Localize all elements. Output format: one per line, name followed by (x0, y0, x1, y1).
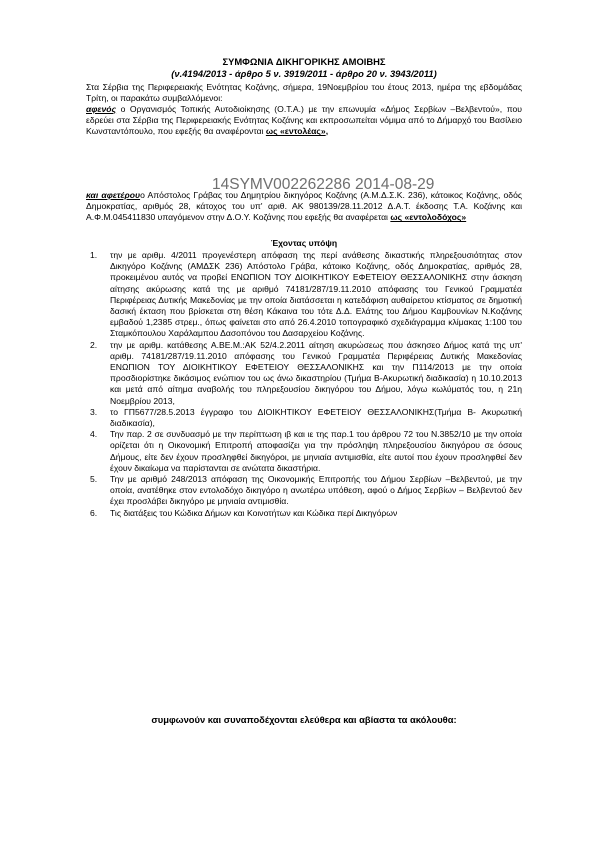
list-item-number: 3. (90, 406, 98, 417)
closing-statement: συμφωνούν και συναποδέχονται ελεύθερα και αβίαστα τα ακόλουθα: (151, 714, 457, 725)
list-item-text: το ΓΠ5677/28.5.2013 έγγραφο του ΔΙΟΙΚΗΤΙΚΟΥ ΕΦΕΤΕΙΟΥ ΘΕΣΣΑΛΟΝΙΚΗΣ(Τμήμα Β- Ακυρωτική διαδικασία), (110, 406, 522, 429)
list-item-text: Την παρ. 2 σε συνδυασμό με την περίπτωση ιβ και ιε της παρ.1 του άρθρου 72 του Ν.3852/10 με την οποία ορίζεται ότι η Οικονομική Επιτροπή αποφασίζει για την πρόσληψη πληρεξουσίου δικηγόρου σε όσους Δήμους, είτε δεν έχουν προσληφθεί δικηγόροι, με μηνιαία αντιμισθία, είτε αυτοί που έχουν προσληφθεί δεν έχουν δικαίωμα να παρίστανται σε ανώτατα δικαστήρια. (110, 429, 522, 473)
list-item-number: 4. (90, 429, 98, 440)
considering-heading: Έχοντας υπόψη (270, 238, 338, 248)
party-1-lead: αφενός (86, 104, 117, 114)
party-2-paragraph (86, 190, 522, 224)
list-item (86, 250, 522, 340)
considerations-list (86, 250, 522, 519)
party-2-role: ως «εντολοδόχος» (390, 212, 467, 223)
list-item (86, 474, 522, 508)
list-item-number: 5. (90, 474, 98, 485)
intro-paragraph: Στα Σέρβια της Περιφερειακής Ενότητας Κοζάνης, σήμερα, 19Νοεμβρίου του έτους 2013, ημέρα της εβδομάδας Τρίτη, οι παρακάτω συμβαλλόμενοι: (86, 82, 522, 104)
list-item-text: Τις διατάξεις του Κώδικα Δήμων και Κοινοτήτων και Κώδικα περί Δικηγόρων (110, 507, 398, 518)
party-1-end: , (325, 126, 329, 137)
party-2-text: ο Απόστολος Γράβας του Δημητρίου δικηγόρος Κοζάνης (Α.Μ.Δ.Σ.Κ. 236), κάτοικος Κοζάνης, οδός Δημοκρατίας, αριθμός 28, κάτοχος του υπ' αριθ. ΑΚ 980139/28.11.2012 Δ.Α.Τ. έκδοσης Τ.Α. Κοζάνης και Α.Φ.Μ.045411830 υπαγόμενον στην Δ.Ο.Υ. Κοζάνης που εφεξής θα αναφέρεται (86, 190, 522, 223)
party-1-paragraph (86, 104, 522, 138)
list-item-text: την με αριθμ. 4/2011 προγενέστερη απόφαση της περί ανάθεσης δικαστικής πληρεξουσιότητας στον Δικηγόρο Κοζάνης (ΑΜΔΣΚ 236) Απόστολο Γράβα, κάτοικο Κοζάνης, οδός Δημοκρατίας, αριθμός 28, προκειμένου αυτός να προβεί ΕΝΩΠΙΟΝ ΤΟΥ ΔΙΟΙΚΗΤΙΚΟΥ ΕΦΕΤΕΙΟΥ ΘΕΣΣΑΛΟΝΙΚΗΣ στην άσκηση αίτησης ακύρωσης κατά της με αριθμό 74181/287/19.11.2010 απόφασης του Γενικού Γραμματέα Περιφέρειας Δυτικής Μακεδονίας με την οποία διατάσσεται η κατεδάφιση αυθαίρετου κτίσματος σε δημοτική δασική έκταση που βρίσκεται στη θέση Κάκαινα του τότε Δ.Δ. Ελάτης του Δήμου Καμβουνίων Ν.Κοζάνης εμβαδού 1,2385 στρεμ., όπως φαίνεται στο από 26.4.2010 τοπογραφικό σχεδιάγραμμα κλίμακας 1:100 του Σταμκόπουλου Χαράλαμπου Δασοπόνου του Δασαρχείου Κοζάνης. (110, 250, 522, 339)
list-item (86, 340, 522, 407)
list-item-text: Την με αριθμό 248/2013 απόφαση της Οικονομικής Επιτροπής του Δήμου Σερβίων –Βελβεντού, με την οποία, ανατέθηκε στον εντολοδόχο δικηγόρο η ανωτέρω υπόθεση, αφού ο Δήμος Σερβίων – Βελβεντού δεν έχει προσλάβει δικηγόρο με μηνιαία αντιμισθία. (110, 474, 522, 507)
document-title: ΣΥΜΦΩΝΙΑ ΔΙΚΗΓΟΡΙΚΗΣ ΑΜΟΙΒΗΣ (222, 56, 386, 67)
party-1-text: ο Οργανισμός Τοπικής Αυτοδιοίκησης (Ο.Τ.Α.) με την επωνυμία «Δήμος Σερβίων –Βελβεντού», που εδρεύει στα Σέρβια της Περιφερειακής Ενότητας Κοζάνης και εκπροσωπείται νόμιμα από το Δήμαρχό του Βασίλειο Κωνσταντόπουλο, που εφεξής θα αναφέρονται (86, 104, 522, 137)
list-item-number: 2. (90, 339, 98, 350)
list-item-text: την με αριθμ. κατάθεσης Α.ΒΕ.Μ.:ΑΚ 52/4.2.2011 αίτηση ακυρώσεως που άσκησεο Δήμος κατά της υπ' αριθμ. 74181/287/19.11.2010 απόφασης του Γενικού Γραμματέα Περιφέρειας Δυτικής Μακεδονίας ΕΝΩΠΙΟΝ ΤΟΥ ΔΙΟΙΚΗΤΙΚΟΥ ΕΦΕΤΕΙΟΥ ΘΕΣΣΑΛΟΝΙΚΗΣ και την Π114/2013 με την οποία προσδιορίστηκε δικάσιμος ενώπιον του ως άνω δικαστηρίου (Τμήμα Β-Ακυρωτική διαδικασία) η 10.10.2013 και μετά από αίτημα αναβολής του πληρεξουσίου δικηγόρου του Δήμου, λόγω κωλύματός του, η 21η Νοεμβρίου 2013, (110, 339, 522, 406)
party-1-role: ως «εντολέας» (265, 126, 326, 137)
ada-watermark: 14SYMV002262286 2014-08-29 (212, 176, 435, 193)
document-subtitle: (ν.4194/2013 - άρθρο 5 ν. 3919/2011 - άρθρο 20 ν. 3943/2011) (171, 68, 437, 79)
list-item (86, 407, 522, 429)
list-item (86, 508, 522, 519)
party-2-lead: και αφετέρου (86, 190, 141, 200)
list-item (86, 429, 522, 474)
list-item-number: 6. (90, 507, 98, 518)
list-item-number: 1. (90, 250, 98, 260)
